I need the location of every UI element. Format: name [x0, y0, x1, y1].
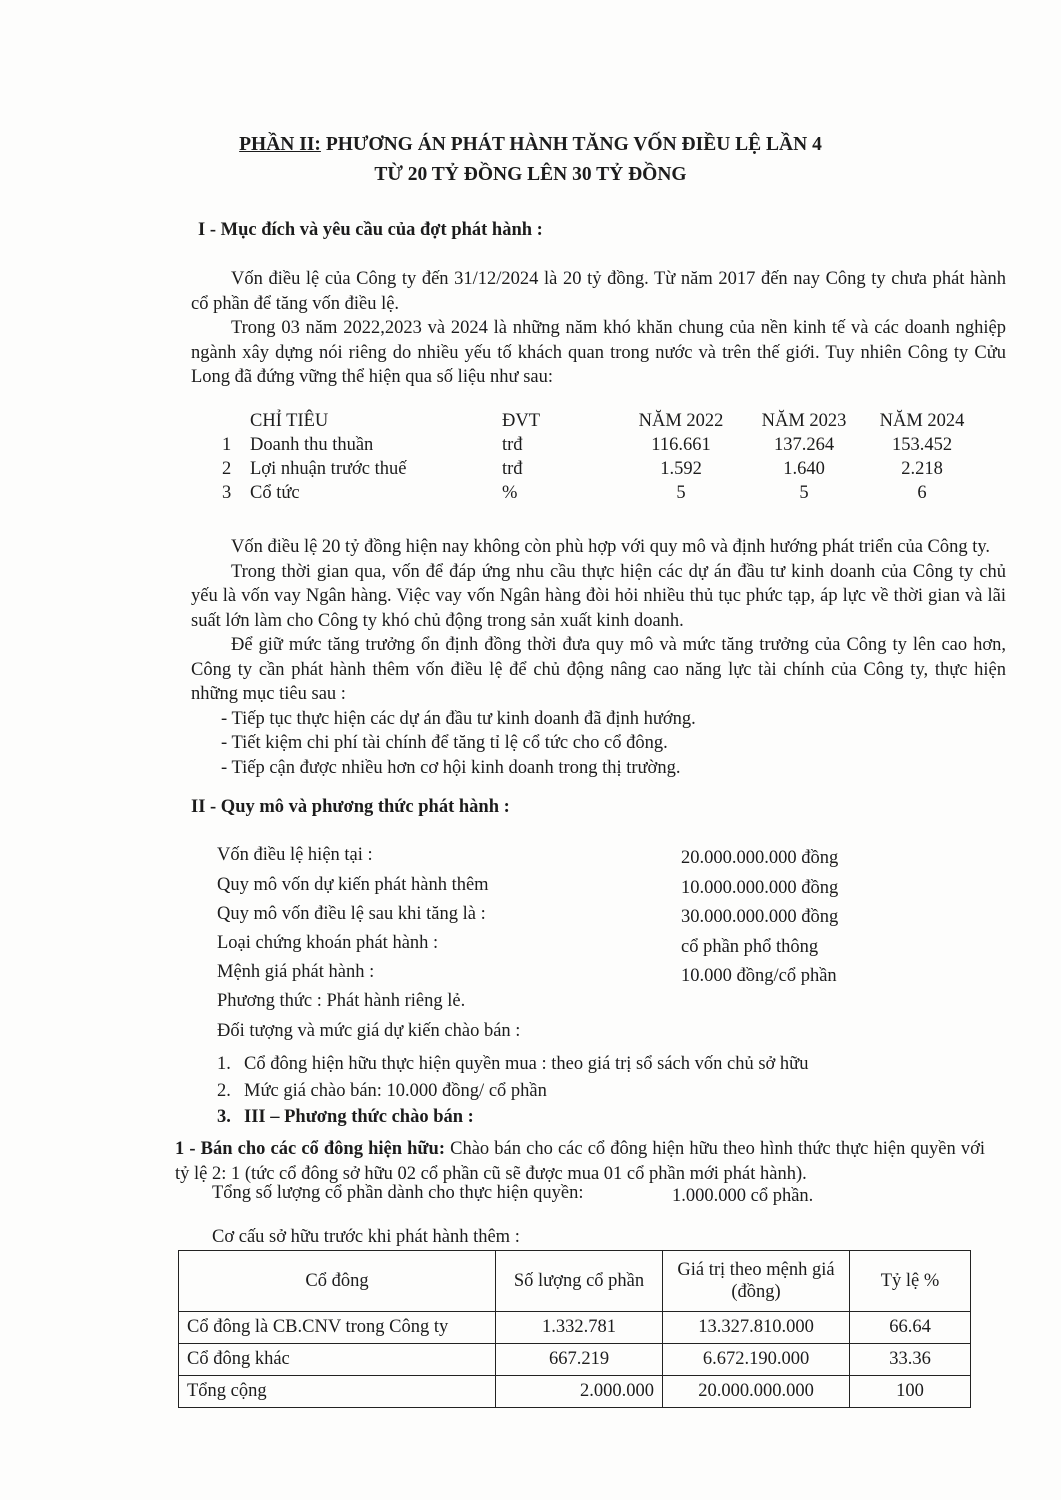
- paragraph: Trong 03 năm 2022,2023 và 2024 là những năm khó khăn chung của nền kinh tế và các doanh nghiệp ngành xây dựng nói riêng do nhiều yếu tố khách quan trong nước và trên thế giới. Tuy nhiên Công ty Cửu Long đã đứng vững thể hiện qua số liệu như sau:: [191, 318, 1006, 387]
- header-cell: Giá trị theo mệnh giá (đồng): [663, 1251, 850, 1312]
- paragraph: Để giữ mức tăng trưởng ổn định đồng thời đưa quy mô và mức tăng trưởng của Công ty lên cao hơn, Công ty cần phát hành thêm vốn điều lệ để chủ động nâng cao năng lực tài chính của Công ty, thực hiện những mục tiêu sau :: [191, 635, 1006, 704]
- section-1-heading: I - Mục đích và yêu cầu của đợt phát hành :: [198, 220, 543, 240]
- row-name: Lợi nhuận trước thuế: [250, 459, 407, 479]
- percentage: 33.36: [850, 1344, 971, 1376]
- metrics-row: [222, 456, 978, 480]
- header-cell: Tỷ lệ %: [850, 1251, 971, 1312]
- value-2024: 153.452: [891, 435, 953, 455]
- par-value: 6.672.190.000: [663, 1344, 850, 1376]
- header-cell: CHỈ TIÊU: [250, 411, 329, 431]
- header-cell: Số lượng cổ phần: [496, 1251, 663, 1312]
- metrics-header-row: [222, 408, 978, 432]
- paragraph: Vốn điều lệ 20 tỷ đồng hiện nay không còn phù hợp với quy mô và định hướng phát triển của Công ty.: [231, 537, 991, 557]
- rights-total-label: Tổng số lượng cổ phần dành cho thực hiện quyền:: [212, 1183, 584, 1203]
- section-1-intro: [191, 267, 1006, 390]
- item-label: Quy mô vốn điều lệ sau khi tăng là :: [217, 904, 486, 924]
- bullet-item: - Tiếp cận được nhiều hơn cơ hội kinh doanh trong thị trường.: [221, 757, 681, 778]
- value-2023: 5: [799, 483, 809, 503]
- item-value: 20.000.000.000 đồng: [681, 848, 839, 868]
- value-2024: 6: [917, 483, 927, 503]
- header-cell: Cổ đông: [179, 1251, 496, 1312]
- total-label: Tổng cộng: [179, 1376, 496, 1408]
- metrics-row: [222, 480, 978, 504]
- value-2022: 116.661: [651, 435, 711, 455]
- bullet-item: - Tiết kiệm chi phí tài chính để tăng tỉ lệ cổ tức cho cổ đông.: [221, 733, 668, 753]
- header-cell: NĂM 2023: [761, 411, 847, 431]
- total-percentage: 100: [850, 1376, 971, 1408]
- item-label: Mệnh giá phát hành :: [217, 962, 375, 982]
- title-line-2: TỪ 20 TỶ ĐỒNG LÊN 30 TỶ ĐỒNG: [374, 164, 687, 185]
- bullet-item: - Tiếp tục thực hiện các dự án đầu tư kinh doanh đã định hướng.: [221, 708, 696, 729]
- total-value: 20.000.000.000: [663, 1376, 850, 1408]
- section-1-body: [191, 535, 1006, 780]
- value-2022: 5: [676, 483, 686, 503]
- title-text: PHƯƠNG ÁN PHÁT HÀNH TĂNG VỐN ĐIỀU LỆ LẦN 4: [325, 134, 822, 155]
- share-count: 1.332.781: [496, 1312, 663, 1344]
- item-value: 10.000.000.000 đồng: [681, 878, 839, 898]
- ownership-header-row: [179, 1251, 971, 1312]
- par-value: 13.327.810.000: [663, 1312, 850, 1344]
- row-unit: %: [502, 483, 518, 503]
- row-unit: trđ: [502, 435, 523, 455]
- header-cell: ĐVT: [502, 411, 541, 431]
- list-text: Cổ đông hiện hữu thực hiện quyền mua : theo giá trị sổ sách vốn chủ sở hữu: [244, 1054, 809, 1074]
- metrics-row: [222, 432, 978, 456]
- paragraph: Trong thời gian qua, vốn để đáp ứng nhu cầu thực hiện các dự án đầu tư kinh doanh của Công ty chủ yếu là vốn vay Ngân hàng. Việc vay vốn Ngân hàng đòi hỏi nhiều thủ tục phức tạp, áp lực về thời gian và lãi suất lớn làm cho Công ty khó chủ động trong sản xuất kinh doanh.: [191, 561, 1006, 631]
- value-2023: 137.264: [773, 435, 835, 455]
- ownership-row: [179, 1344, 971, 1376]
- list-number: 2.: [217, 1081, 231, 1101]
- row-name: Cổ tức: [250, 483, 300, 503]
- rights-total-value: 1.000.000 cổ phần.: [672, 1186, 814, 1206]
- list-number: 3.: [217, 1107, 231, 1127]
- item-value: 30.000.000.000 đồng: [681, 907, 839, 927]
- item-value: cổ phần phổ thông: [681, 937, 819, 957]
- row-number: 2: [222, 459, 232, 479]
- item-label: Vốn điều lệ hiện tại :: [217, 845, 373, 865]
- list-number: 1.: [217, 1054, 231, 1074]
- part-label: PHẦN II:: [239, 134, 321, 155]
- existing-shareholders-lead: 1 - Bán cho các cổ đông hiện hữu:: [175, 1139, 445, 1159]
- ownership-total-row: [179, 1376, 971, 1408]
- row-unit: trđ: [502, 459, 523, 479]
- value-2024: 2.218: [901, 459, 943, 479]
- paragraph: Vốn điều lệ của Công ty đến 31/12/2024 là 20 tỷ đồng. Từ năm 2017 đến nay Công ty chưa phát hành cổ phần để tăng vốn điều lệ.: [191, 269, 1006, 314]
- ownership-row: [179, 1312, 971, 1344]
- header-cell: NĂM 2022: [638, 411, 724, 431]
- item-label: Loại chứng khoán phát hành :: [217, 933, 439, 953]
- ownership-caption: Cơ cấu sở hữu trước khi phát hành thêm :: [212, 1227, 520, 1247]
- value-2023: 1.640: [783, 459, 825, 479]
- section-3-heading: III – Phương thức chào bán :: [244, 1107, 474, 1127]
- section-2-heading: II - Quy mô và phương thức phát hành :: [191, 797, 510, 817]
- value-2022: 1.592: [660, 459, 702, 479]
- ownership-table: [178, 1250, 971, 1408]
- share-count: 667.219: [496, 1344, 663, 1376]
- metrics-table: [222, 408, 978, 504]
- list-text: Mức giá chào bán: 10.000 đồng/ cổ phần: [244, 1081, 547, 1101]
- row-number: 3: [222, 483, 232, 503]
- item-value: 10.000 đồng/cổ phần: [681, 966, 837, 986]
- target-heading: Đối tượng và mức giá dự kiến chào bán :: [217, 1021, 521, 1041]
- row-number: 1: [222, 435, 232, 455]
- issuance-method: Phương thức : Phát hành riêng lẻ.: [217, 991, 466, 1011]
- shareholder-name: Cổ đông khác: [179, 1344, 496, 1376]
- percentage: 66.64: [850, 1312, 971, 1344]
- title-line-1: [0, 134, 1061, 156]
- header-cell: NĂM 2024: [879, 411, 965, 431]
- section-3-body: [175, 1137, 985, 1186]
- row-name: Doanh thu thuần: [250, 435, 374, 455]
- total-shares: 2.000.000: [496, 1376, 663, 1408]
- shareholder-name: Cổ đông là CB.CNV trong Công ty: [179, 1312, 496, 1344]
- item-label: Quy mô vốn dự kiến phát hành thêm: [217, 875, 489, 895]
- existing-shareholders-text: Chào bán cho các cổ đông hiện hữu theo hình thức thực hiện quyền với tỷ lệ 2: 1 (tức cổ đông sở hữu 02 cổ phần cũ sẽ được mua 01 cổ phần mới phát hành).: [175, 1139, 985, 1184]
